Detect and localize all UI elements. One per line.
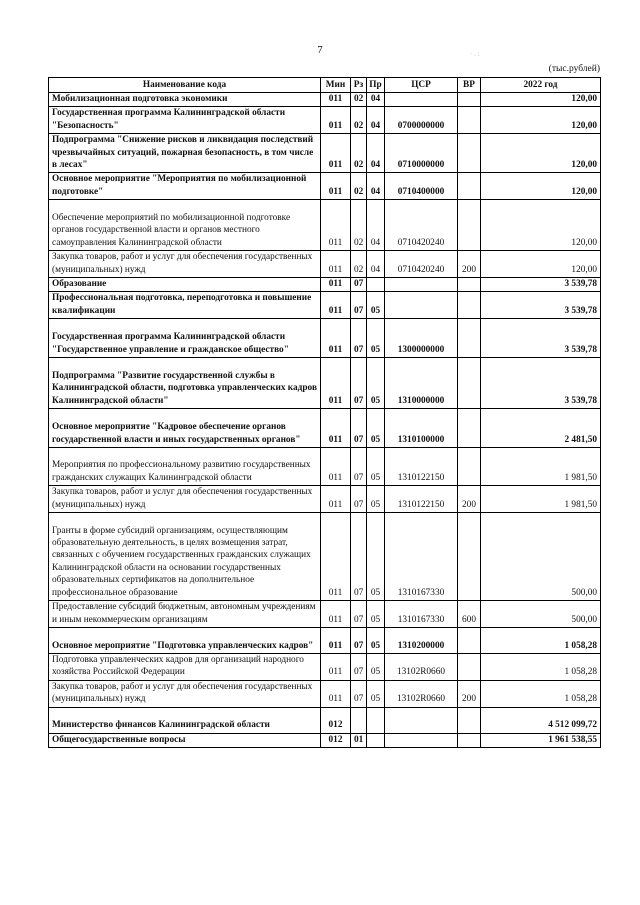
budget-table	[48, 77, 601, 748]
cell-vr	[458, 292, 481, 319]
cell-vr: 200	[458, 251, 481, 278]
cell-name: Профессиональная подготовка, переподготовка и повышение квалификации	[49, 292, 321, 319]
cell-vr: 600	[458, 601, 481, 628]
units-label: (тыс.рублей)	[548, 64, 600, 74]
table-row	[49, 653, 601, 680]
cell-pr: 04	[367, 107, 385, 134]
cell-pr: 04	[367, 134, 385, 173]
cell-min: 011	[321, 653, 351, 680]
cell-name: Подготовка управленческих кадров для организаций народного хозяйства Российской Федерации	[49, 653, 321, 680]
cell-name: Министерство финансов Калининградской области	[49, 707, 321, 733]
cell-rz: 02	[351, 134, 367, 173]
cell-name: Закупка товаров, работ и услуг для обеспечения государственных (муниципальных) нужд	[49, 486, 321, 513]
cell-name: Обеспечение мероприятий по мобилизационной подготовке органов государственной власти и органов местного самоуправления Калининградской области	[49, 200, 321, 251]
cell-name: Закупка товаров, работ и услуг для обеспечения государственных (муниципальных) нужд	[49, 251, 321, 278]
cell-csr: 13102R0660	[385, 680, 458, 707]
table-row	[49, 358, 601, 409]
cell-vr	[458, 627, 481, 653]
cell-min: 011	[321, 601, 351, 628]
table-row	[49, 707, 601, 733]
cell-rz: 07	[351, 653, 367, 680]
cell-amount: 1 058,28	[481, 627, 601, 653]
cell-pr: 04	[367, 173, 385, 200]
cell-amount: 3 539,78	[481, 319, 601, 358]
cell-name: Государственная программа Калининградской области "Государственное управление и гражданское общество"	[49, 319, 321, 358]
cell-vr: 200	[458, 680, 481, 707]
cell-name: Гранты в форме субсидий организациям, осуществляющим образовательную деятельность, в целях возмещения затрат, связанных с обучением государственных гражданских служащих Калининградской области на основании государственных образовательных сертификатов на дополнительное профессиональное образование	[49, 513, 321, 601]
cell-amount: 3 539,78	[481, 358, 601, 409]
cell-csr: 0700000000	[385, 107, 458, 134]
cell-min: 011	[321, 93, 351, 107]
cell-name: Мобилизационная подготовка экономики	[49, 93, 321, 107]
table-row	[49, 173, 601, 200]
cell-csr	[385, 733, 458, 747]
cell-csr: 1300000000	[385, 319, 458, 358]
cell-amount: 3 539,78	[481, 278, 601, 292]
cell-min: 012	[321, 733, 351, 747]
cell-rz: 07	[351, 278, 367, 292]
cell-min: 011	[321, 627, 351, 653]
cell-amount: 4 512 099,72	[481, 707, 601, 733]
cell-rz: 07	[351, 409, 367, 448]
cell-rz: 02	[351, 93, 367, 107]
margin-marks: · . :	[470, 50, 480, 58]
header-rz: Рз	[351, 78, 367, 93]
cell-csr: 0710400000	[385, 173, 458, 200]
cell-rz: 02	[351, 173, 367, 200]
header-name: Наименование кода	[49, 78, 321, 93]
cell-vr	[458, 358, 481, 409]
cell-vr	[458, 278, 481, 292]
cell-rz: 07	[351, 601, 367, 628]
cell-pr: 05	[367, 627, 385, 653]
cell-pr: 05	[367, 680, 385, 707]
header-pr: Пр	[367, 78, 385, 93]
cell-pr: 05	[367, 601, 385, 628]
cell-vr	[458, 173, 481, 200]
cell-min: 011	[321, 278, 351, 292]
cell-rz: 07	[351, 319, 367, 358]
cell-pr: 05	[367, 358, 385, 409]
cell-amount: 1 058,28	[481, 680, 601, 707]
table-row	[49, 251, 601, 278]
table-row	[49, 486, 601, 513]
cell-pr: 04	[367, 251, 385, 278]
cell-name: Государственная программа Калининградской области "Безопасность"	[49, 107, 321, 134]
cell-name: Основное мероприятие "Кадровое обеспечение органов государственной власти и иных государственных органов"	[49, 409, 321, 448]
table-row	[49, 733, 601, 747]
cell-name: Основное мероприятие "Подготовка управленческих кадров"	[49, 627, 321, 653]
page-number: 7	[317, 44, 323, 56]
cell-csr	[385, 278, 458, 292]
cell-name: Образование	[49, 278, 321, 292]
cell-amount: 120,00	[481, 200, 601, 251]
table-row	[49, 278, 601, 292]
cell-pr: 05	[367, 448, 385, 486]
cell-vr	[458, 653, 481, 680]
cell-name: Подпрограмма "Развитие государственной службы в Калининградской области, подготовка управленческих кадров Калининградской области"	[49, 358, 321, 409]
cell-amount: 3 539,78	[481, 292, 601, 319]
table-body	[49, 93, 601, 748]
cell-vr	[458, 200, 481, 251]
cell-csr	[385, 292, 458, 319]
cell-amount: 2 481,50	[481, 409, 601, 448]
cell-amount: 1 961 538,55	[481, 733, 601, 747]
cell-rz: 07	[351, 627, 367, 653]
cell-vr	[458, 93, 481, 107]
cell-name: Общегосударственные вопросы	[49, 733, 321, 747]
table-header-row	[49, 78, 601, 93]
cell-pr: 05	[367, 486, 385, 513]
cell-csr: 1310167330	[385, 513, 458, 601]
table-row	[49, 513, 601, 601]
cell-pr: 05	[367, 292, 385, 319]
cell-pr	[367, 278, 385, 292]
table-row	[49, 319, 601, 358]
cell-csr	[385, 93, 458, 107]
cell-name: Закупка товаров, работ и услуг для обеспечения государственных (муниципальных) нужд	[49, 680, 321, 707]
cell-min: 011	[321, 448, 351, 486]
cell-min: 011	[321, 134, 351, 173]
cell-vr	[458, 513, 481, 601]
cell-vr: 200	[458, 486, 481, 513]
cell-min: 011	[321, 107, 351, 134]
cell-vr	[458, 733, 481, 747]
cell-rz: 07	[351, 486, 367, 513]
table-row	[49, 680, 601, 707]
cell-csr: 13102R0660	[385, 653, 458, 680]
cell-min: 011	[321, 358, 351, 409]
cell-name: Предоставление субсидий бюджетным, автономным учреждениям и иным некоммерческим организациям	[49, 601, 321, 628]
cell-min: 011	[321, 200, 351, 251]
cell-min: 011	[321, 486, 351, 513]
cell-amount: 1 981,50	[481, 486, 601, 513]
cell-csr: 1310100000	[385, 409, 458, 448]
cell-amount: 120,00	[481, 107, 601, 134]
cell-rz	[351, 707, 367, 733]
cell-min: 011	[321, 251, 351, 278]
cell-pr: 04	[367, 93, 385, 107]
cell-csr: 1310167330	[385, 601, 458, 628]
table-row	[49, 627, 601, 653]
cell-min: 012	[321, 707, 351, 733]
cell-rz: 01	[351, 733, 367, 747]
table-row	[49, 409, 601, 448]
cell-pr: 05	[367, 513, 385, 601]
cell-min: 011	[321, 292, 351, 319]
cell-min: 011	[321, 680, 351, 707]
cell-csr: 1310122150	[385, 448, 458, 486]
cell-amount: 500,00	[481, 601, 601, 628]
cell-min: 011	[321, 173, 351, 200]
cell-rz: 07	[351, 358, 367, 409]
cell-pr: 05	[367, 653, 385, 680]
cell-min: 011	[321, 513, 351, 601]
cell-vr	[458, 134, 481, 173]
cell-rz: 07	[351, 448, 367, 486]
cell-pr: 05	[367, 319, 385, 358]
cell-csr: 1310000000	[385, 358, 458, 409]
cell-amount: 1 058,28	[481, 653, 601, 680]
cell-pr: 04	[367, 200, 385, 251]
cell-pr: 05	[367, 409, 385, 448]
cell-name: Основное мероприятие "Мероприятия по мобилизационной подготовке"	[49, 173, 321, 200]
cell-rz: 07	[351, 292, 367, 319]
cell-csr: 0710420240	[385, 200, 458, 251]
cell-amount: 120,00	[481, 251, 601, 278]
cell-amount: 500,00	[481, 513, 601, 601]
header-vr: ВР	[458, 78, 481, 93]
cell-rz: 02	[351, 200, 367, 251]
cell-vr	[458, 319, 481, 358]
cell-rz: 02	[351, 107, 367, 134]
table-row	[49, 601, 601, 628]
table-row	[49, 93, 601, 107]
table-row	[49, 292, 601, 319]
cell-amount: 1 981,50	[481, 448, 601, 486]
cell-min: 011	[321, 409, 351, 448]
cell-vr	[458, 448, 481, 486]
header-year: 2022 год	[481, 78, 601, 93]
table-row	[49, 134, 601, 173]
table-row	[49, 448, 601, 486]
cell-csr: 1310200000	[385, 627, 458, 653]
cell-vr	[458, 707, 481, 733]
cell-pr	[367, 707, 385, 733]
cell-rz: 07	[351, 680, 367, 707]
header-csr: ЦСР	[385, 78, 458, 93]
cell-csr: 0710420240	[385, 251, 458, 278]
cell-csr: 1310122150	[385, 486, 458, 513]
cell-amount: 120,00	[481, 173, 601, 200]
table-row	[49, 107, 601, 134]
header-min: Мин	[321, 78, 351, 93]
cell-vr	[458, 409, 481, 448]
cell-rz: 02	[351, 251, 367, 278]
cell-name: Подпрограмма "Снижение рисков и ликвидация последствий чрезвычайных ситуаций, пожарная безопасность, в том числе в лесах"	[49, 134, 321, 173]
cell-min: 011	[321, 319, 351, 358]
cell-amount: 120,00	[481, 134, 601, 173]
cell-vr	[458, 107, 481, 134]
cell-csr: 0710000000	[385, 134, 458, 173]
cell-csr	[385, 707, 458, 733]
cell-name: Мероприятия по профессиональному развитию государственных гражданских служащих Калининградской области	[49, 448, 321, 486]
cell-amount: 120,00	[481, 93, 601, 107]
cell-rz: 07	[351, 513, 367, 601]
cell-pr	[367, 733, 385, 747]
table-row	[49, 200, 601, 251]
